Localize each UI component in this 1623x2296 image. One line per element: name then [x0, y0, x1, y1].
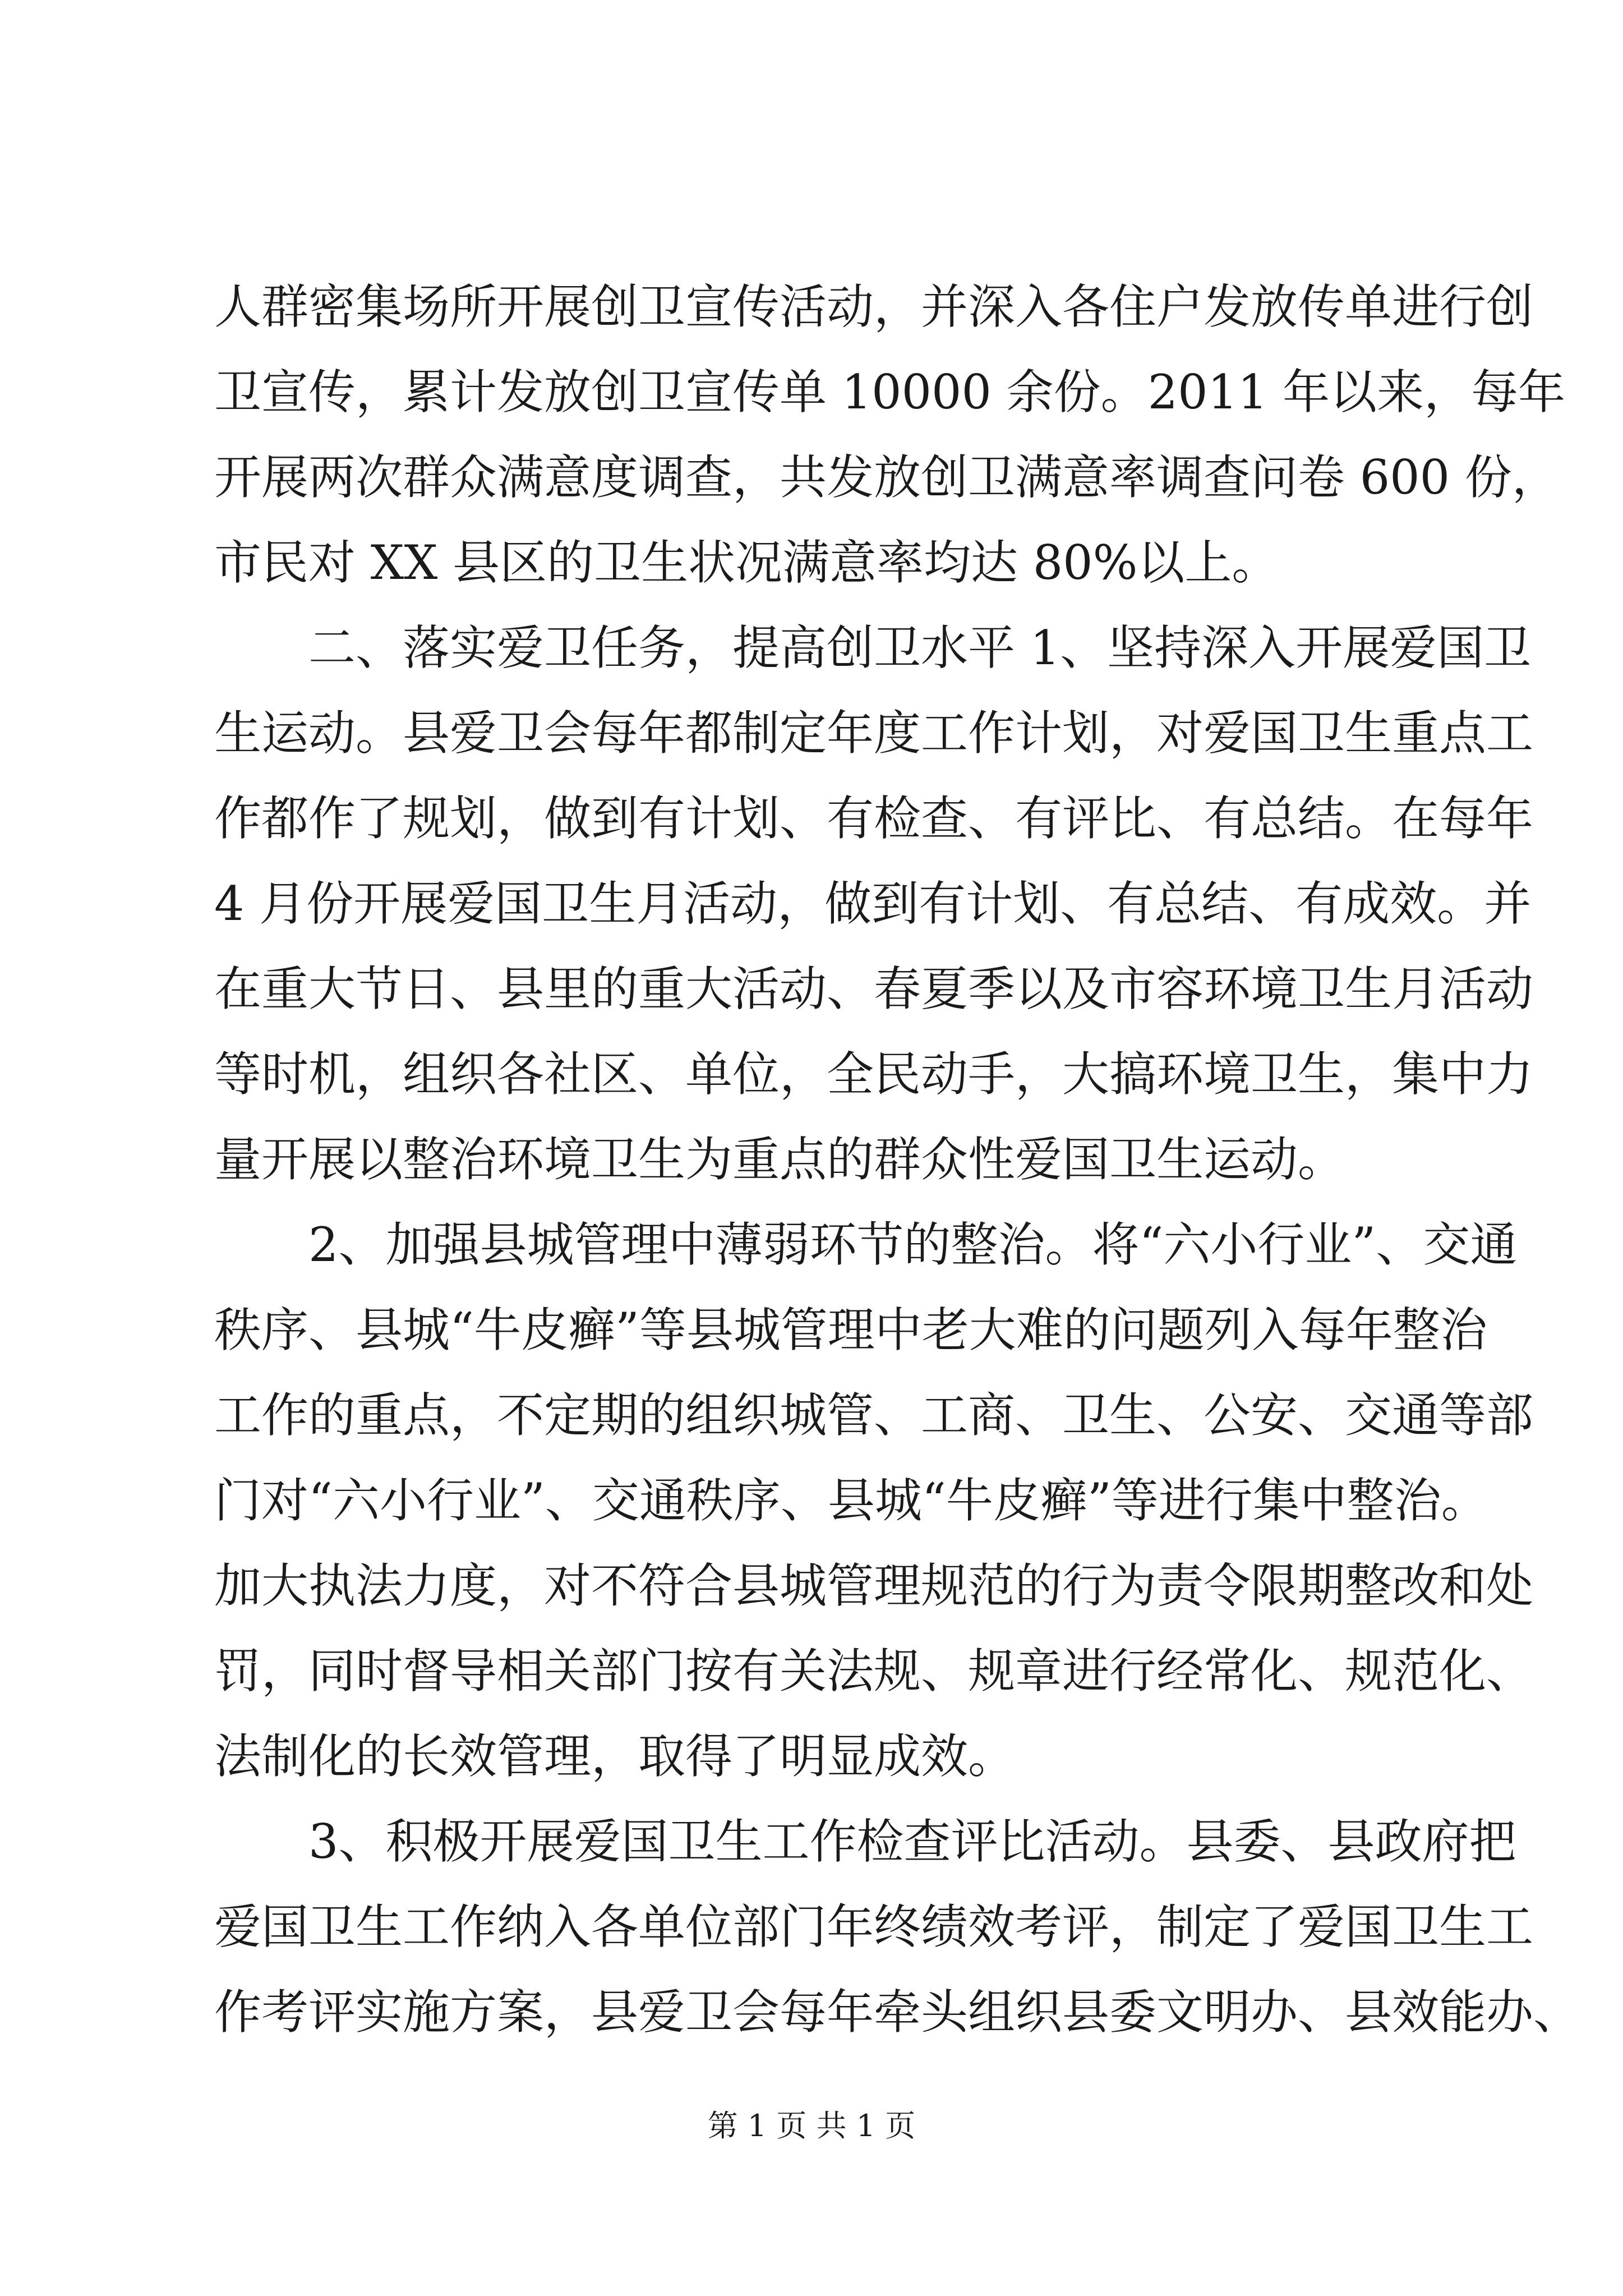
paragraph-line: 市民对 XX 县区的卫生状况满意率均达 80%以上。 [214, 535, 1279, 590]
paragraph-line: 法制化的长效管理，取得了明显成效。 [214, 1729, 1016, 1784]
paragraph-line: 人群密集场所开展创卫宣传活动，并深入各住户发放传单进行创 [214, 279, 1534, 334]
paragraph-line: 4 月份开展爱国卫生月活动，做到有计划、有总结、有成效。并 [214, 876, 1532, 931]
paragraph-line: 作都作了规划，做到有计划、有检查、有评比、有总结。在每年 [214, 791, 1534, 846]
paragraph-line: 作考评实施方案，县爱卫会每年牵头组织县委文明办、县效能办、 [214, 1985, 1581, 2040]
paragraph-line: 工作的重点，不定期的组织城管、工商、卫生、公安、交通等部 [214, 1388, 1534, 1443]
paragraph-line: 罚，同时督导相关部门按有关法规、规章进行经常化、规范化、 [214, 1644, 1534, 1699]
paragraph-line: 在重大节日、县里的重大活动、春夏季以及市容环境卫生月活动 [214, 961, 1534, 1016]
page-number-footer: 第 1 页 共 1 页 [707, 2108, 916, 2143]
paragraph-line: 加大执法力度，对不符合县城管理规范的行为责令限期整改和处 [214, 1558, 1534, 1613]
document-body [214, 279, 1581, 2074]
paragraph-line: 卫宣传，累计发放创卫宣传单 10000 余份。2011 年以来，每年 [214, 365, 1566, 420]
paragraph-line: 量开展以整治环境卫生为重点的群众性爱国卫生运动。 [214, 1132, 1345, 1187]
paragraph-line: 秩序、县城“牛皮癣”等县城管理中老大难的问题列入每年整治 [214, 1303, 1487, 1358]
paragraph-line: 3、积极开展爱国卫生工作检查评比活动。县委、县政府把 [308, 1814, 1516, 1869]
paragraph-line: 生运动。县爱卫会每年都制定年度工作计划，对爱国卫生重点工 [214, 706, 1534, 761]
paragraph-line: 二、落实爱卫任务，提高创卫水平 1、坚持深入开展爱国卫 [308, 620, 1532, 675]
paragraph-line: 开展两次群众满意度调查，共发放创卫满意率调查问卷 600 份， [214, 450, 1559, 505]
paragraph-line: 门对“六小行业”、交通秩序、县城“牛皮癣”等进行集中整治。 [214, 1473, 1488, 1528]
paragraph-line: 2、加强县城管理中薄弱环节的整治。将“六小行业”、交通 [308, 1217, 1518, 1272]
paragraph-line: 爱国卫生工作纳入各单位部门年终绩效考评，制定了爱国卫生工 [214, 1899, 1534, 1954]
paragraph-line: 等时机，组织各社区、单位，全民动手，大搞环境卫生，集中力 [214, 1047, 1534, 1102]
